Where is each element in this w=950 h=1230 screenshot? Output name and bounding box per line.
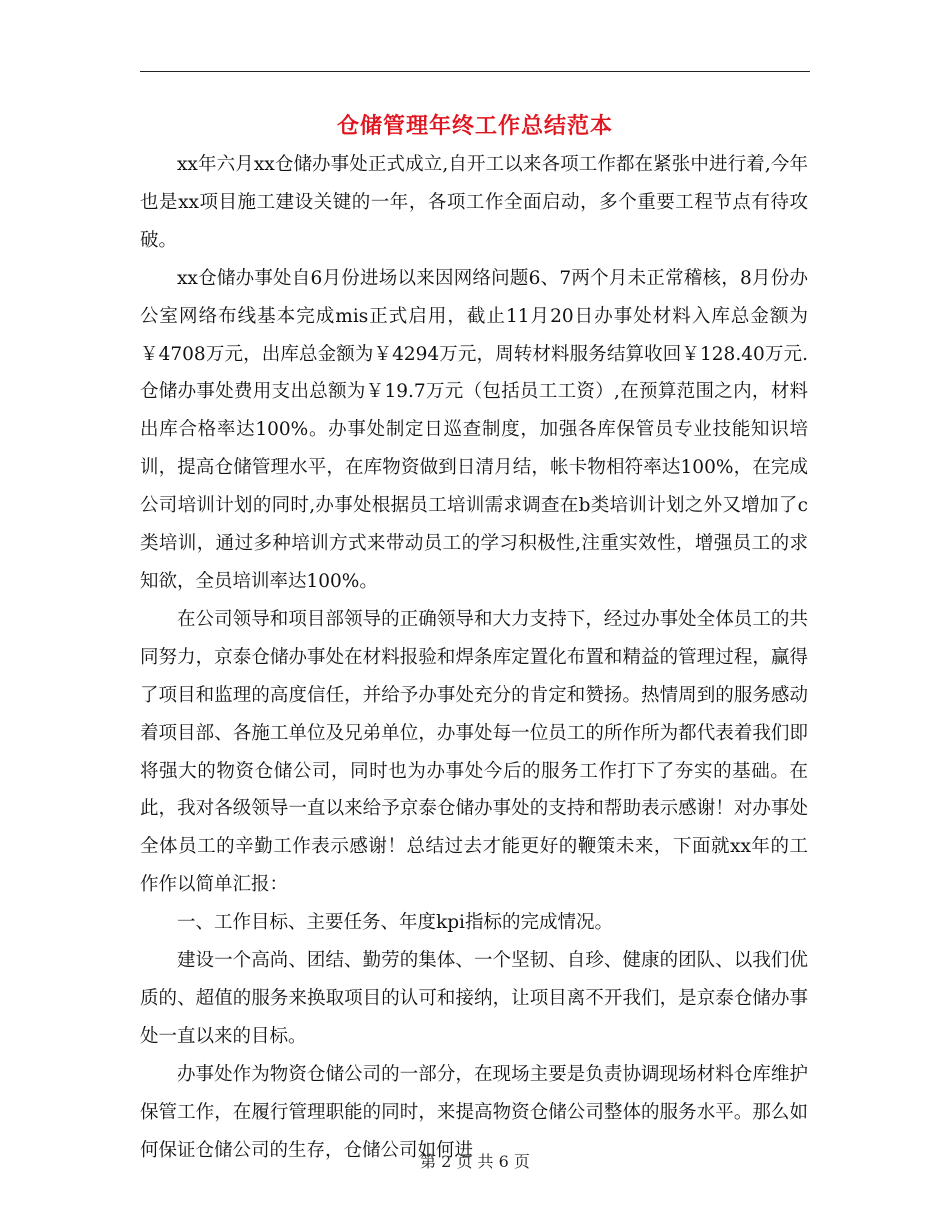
- page-footer: [0, 1150, 950, 1174]
- paragraph-5: 建设一个高尚、团结、勤劳的集体、一个坚韧、自珍、健康的团队、以我们优质的、超值的服务来换取项目的认可和接纳，让项目离不开我们，是京泰仓储办事处一直以来的目标。: [140, 950, 808, 1047]
- document-title: 仓储管理年终工作总结范本: [336, 113, 613, 139]
- document-body: [140, 146, 808, 1169]
- page-number: 第 2 页 共 6 页: [420, 1152, 530, 1171]
- paragraph-4-heading: 一、工作目标、主要任务、年度kpi指标的完成情况。: [177, 912, 613, 934]
- paragraph-3: 在公司领导和项目部领导的正确领导和大力支持下，经过办事处全体员工的共同努力，京泰仓储办事处在材料报验和焊条库定置化布置和精益的管理过程，赢得了项目和监理的高度信任，并给予办事处充分的肯定和赞扬。热情周到的服务感动着项目部、各施工单位及兄弟单位，办事处每一位员工的所作所为都代表着我们即将强大的物资仓储公司，同时也为办事处今后的服务工作打下了夯实的基础。在此，我对各级领导一直以来给予京泰仓储办事处的支持和帮助表示感谢！对办事处全体员工的辛勤工作表示感谢！总结过去才能更好的鞭策未来，下面就xx年的工作作以简单汇报：: [140, 608, 808, 896]
- paragraph-1: xx年六月xx仓储办事处正式成立,自开工以来各项工作都在紧张中进行着,今年也是xx项目施工建设关键的一年，各项工作全面启动，多个重要工程节点有待攻破。: [140, 154, 808, 251]
- paragraph-2: xx仓储办事处自6月份进场以来因网络问题6、7两个月未正常稽核，8月份办公室网络布线基本完成mis正式启用，截止11月20日办事处材料入库总金额为￥4708万元，出库总金额为￥4294万元，周转材料服务结算收回￥128.40万元.仓储办事处费用支出总额为￥19.7万元（包括员工工资）,在预算范围之内，材料出库合格率达100%。办事处制定日巡查制度，加强各库保管员专业技能知识培训，提高仓储管理水平，在库物资做到日清月结，帐卡物相符率达100%，在完成公司培训计划的同时,办事处根据员工培训需求调查在b类培训计划之外又增加了c类培训，通过多种培训方式来带动员工的学习积极性,注重实效性，增强员工的求知欲，全员培训率达100%。: [140, 267, 808, 592]
- paragraph-6: 办事处作为物资仓储公司的一部分，在现场主要是负责协调现场材料仓库维护保管工作，在履行管理职能的同时，来提高物资仓储公司整体的服务水平。那么如何保证仓储公司的生存，仓储公司如何进: [140, 1063, 808, 1161]
- header-rule: [140, 71, 810, 72]
